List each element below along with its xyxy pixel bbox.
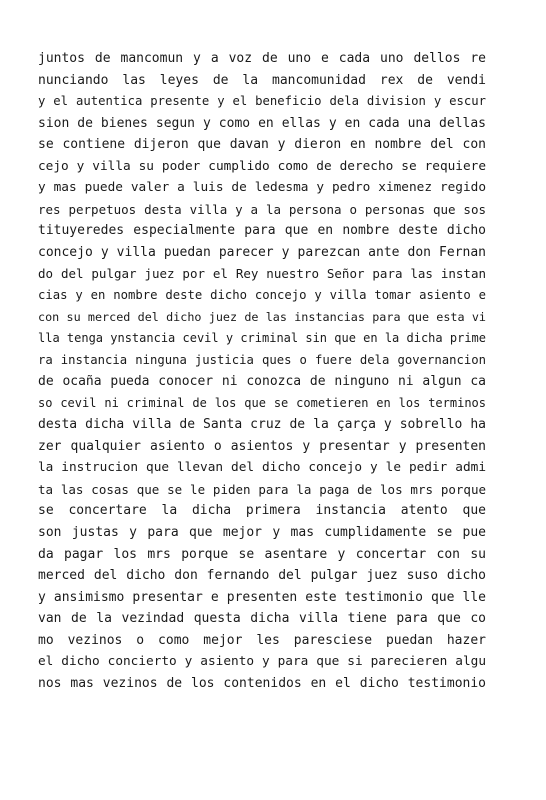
text-line: son justas y para que mejor y mas cumplidamente se pue (38, 525, 486, 541)
transcription-text-block (38, 48, 486, 694)
text-line: so cevil ni criminal de los que se cometieren en los terminos (38, 395, 486, 410)
text-line: van de la vezindad questa dicha villa tiene para que co (38, 611, 486, 627)
text-line: y el autentica presente y el beneficio dela division y escur (38, 94, 486, 109)
text-line: nos mas vezinos de los contenidos en el dicho testimonio (38, 675, 486, 691)
text-line: ta las cosas que se le piden para la paga de los mrs porque (38, 481, 486, 497)
text-line: y mas puede valer a luis de ledesma y pedro ximenez regido (38, 180, 486, 196)
text-line: el dicho concierto y asiento y para que si parecieren algu (38, 654, 486, 670)
text-line: la instrucion que llevan del dicho concejo y le pedir admi (38, 460, 486, 476)
text-line: mo vezinos o como mejor les paresciese puedan hazer (38, 632, 486, 648)
text-line: sion de bienes segun y como en ellas y en cada una dellas (38, 115, 486, 131)
text-line: ra instancia ninguna justicia ques o fuere dela governancion (38, 352, 486, 367)
text-line: se concertare la dicha primera instancia atento que (38, 503, 486, 519)
text-line: cias y en nombre deste dicho concejo y villa tomar asiento e (38, 288, 486, 303)
text-line: de ocaña pueda conocer ni conozca de ninguno ni algun ca (38, 374, 486, 390)
text-line: merced del dicho don fernando del pulgar juez suso dicho (38, 568, 486, 584)
text-line: cejo y villa su poder cumplido como de derecho se requiere (38, 158, 486, 174)
text-line: y ansimismo presentar e presenten este testimonio que lle (38, 589, 486, 605)
text-line: tituyeredes especialmente para que en nombre deste dicho (38, 223, 486, 239)
text-line: se contiene dijeron que davan y dieron en nombre del con (38, 137, 486, 153)
text-line: concejo y villa puedan parecer y parezcan ante don Fernan (38, 244, 486, 260)
text-line: zer qualquier asiento o asientos y presentar y presenten (38, 438, 486, 454)
text-line: juntos de mancomun y a voz de uno e cada uno dellos re (38, 51, 486, 66)
text-line: con su merced del dicho juez de las instancias para que esta vi (38, 309, 486, 324)
text-line: lla tenga ynstancia cevil y criminal sin que en la dicha prime (38, 331, 486, 346)
text-line: res perpetuos desta villa y a la persona o personas que sos (38, 201, 486, 217)
text-line: desta dicha villa de Santa cruz de la çarça y sobrello ha (38, 417, 486, 433)
text-line: do del pulgar juez por el Rey nuestro Señor para las instan (38, 266, 486, 282)
text-line: nunciando las leyes de la mancomunidad rex de vendi (38, 72, 486, 88)
text-line: da pagar los mrs porque se asentare y concertar con su (38, 546, 486, 562)
